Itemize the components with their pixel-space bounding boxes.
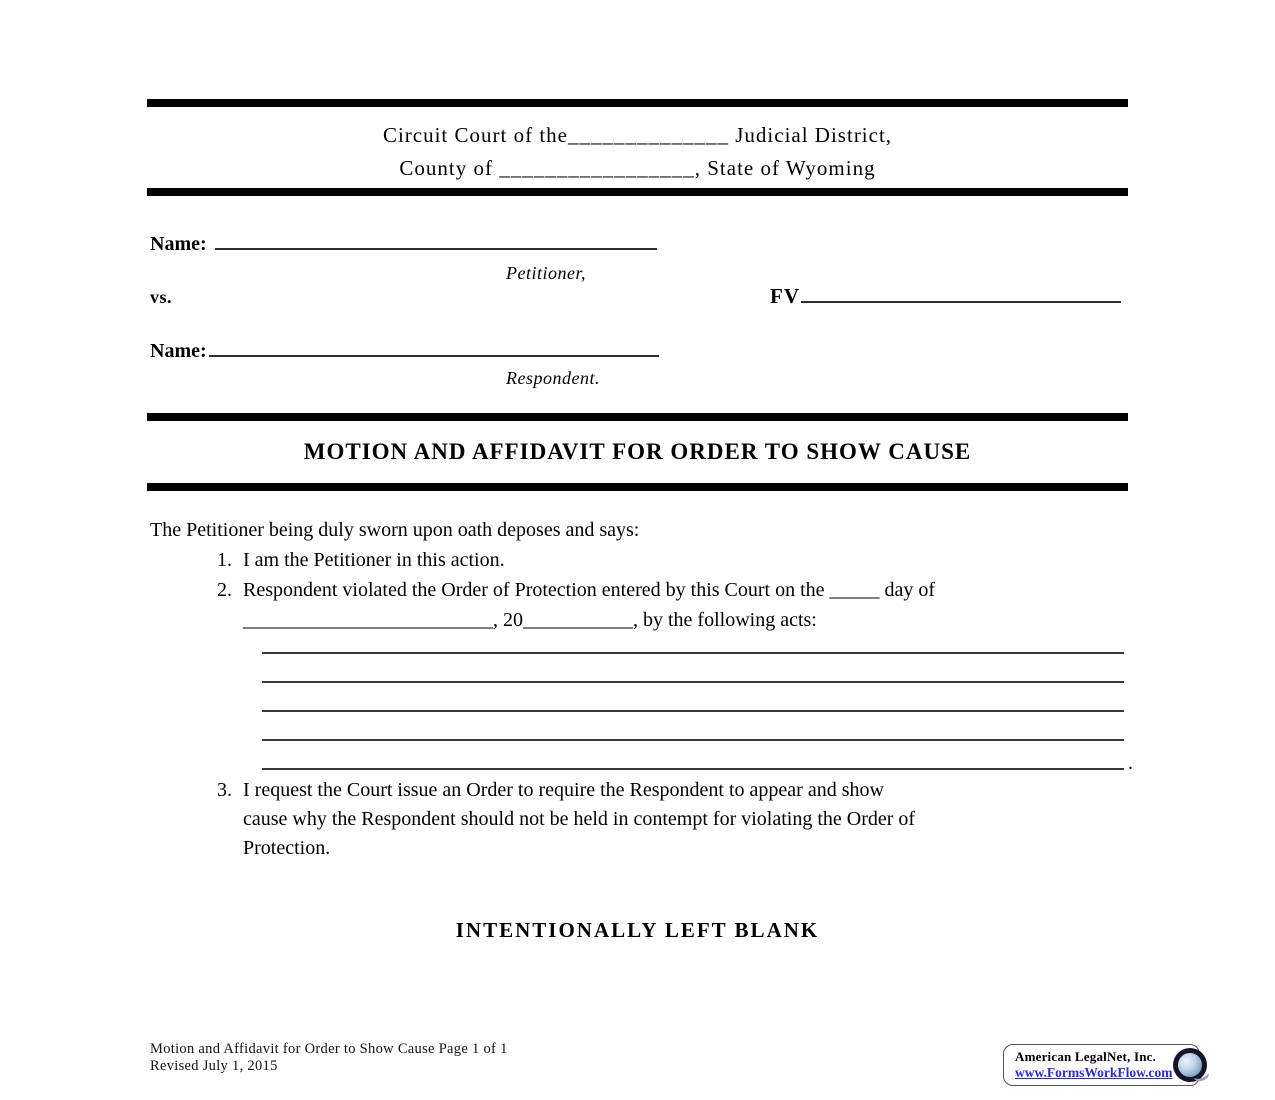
petitioner-name-field[interactable]	[215, 233, 657, 250]
vendor-badge	[1003, 1044, 1200, 1086]
vs-label: vs.	[150, 287, 173, 307]
respondent-name-label: Name:	[150, 340, 207, 362]
affidavit-body	[150, 513, 1133, 873]
court-name-line1: Circuit Court of the______________ Judicial District,	[382, 123, 893, 147]
item-1-number: 1.	[217, 549, 232, 571]
case-number-group	[770, 284, 1121, 309]
petitioner-role-label: Petitioner,	[506, 263, 586, 283]
vs-row	[150, 286, 1128, 310]
item-2-text-line2: _________________________, 20___________, by the following acts:	[243, 609, 817, 631]
acts-blank-line-2[interactable]	[262, 661, 1124, 683]
footer-info	[150, 1041, 508, 1074]
acts-blank-line-1[interactable]	[262, 632, 1124, 654]
petitioner-name-row	[150, 233, 657, 256]
case-number-field[interactable]	[801, 286, 1121, 303]
vendor-text-block	[1015, 1049, 1173, 1082]
intro-line: The Petitioner being duly sworn upon oath deposes and says:	[150, 519, 640, 541]
document-title-banner	[147, 413, 1128, 491]
case-caption	[150, 230, 1128, 400]
respondent-role-label: Respondent.	[506, 368, 600, 388]
footer-form-title: Motion and Affidavit for Order to Show Cause Page 1 of 1	[150, 1041, 508, 1057]
acts-blank-line-4[interactable]	[262, 719, 1124, 741]
item-1-text: I am the Petitioner in this action.	[243, 549, 505, 571]
vendor-url-link[interactable]: www.FormsWorkFlow.com	[1015, 1064, 1173, 1080]
item-3-text-line1: I request the Court issue an Order to require the Respondent to appear and show	[243, 779, 884, 801]
item-3-text-line2: cause why the Respondent should not be held in contempt for violating the Order of	[243, 808, 916, 830]
court-name-line2: County of _________________, State of Wyoming	[399, 156, 876, 180]
item-3-number: 3.	[217, 779, 232, 801]
item-2-text-line1: Respondent violated the Order of Protection entered by this Court on the _____ day of	[243, 579, 936, 601]
item-2-number: 2.	[217, 579, 232, 601]
petitioner-name-label: Name:	[150, 233, 207, 255]
case-number-prefix: FV	[770, 284, 800, 308]
acts-blank-line-3[interactable]	[262, 690, 1124, 712]
respondent-name-field[interactable]	[209, 340, 659, 357]
acts-trailing-period: .	[1128, 752, 1133, 774]
globe-logo-icon	[1173, 1048, 1207, 1082]
item-3-text-line3: Protection.	[243, 837, 331, 859]
intentionally-left-blank-note: INTENTIONALLY LEFT BLANK	[455, 918, 820, 942]
court-header-banner	[147, 99, 1128, 196]
respondent-name-row	[150, 340, 659, 363]
document-title: MOTION AND AFFIDAVIT FOR ORDER TO SHOW CAUSE	[303, 439, 972, 464]
vendor-name: American LegalNet, Inc.	[1015, 1048, 1157, 1064]
acts-blank-line-5[interactable]	[262, 748, 1133, 774]
footer-revision-date: Revised July 1, 2015	[150, 1057, 278, 1074]
